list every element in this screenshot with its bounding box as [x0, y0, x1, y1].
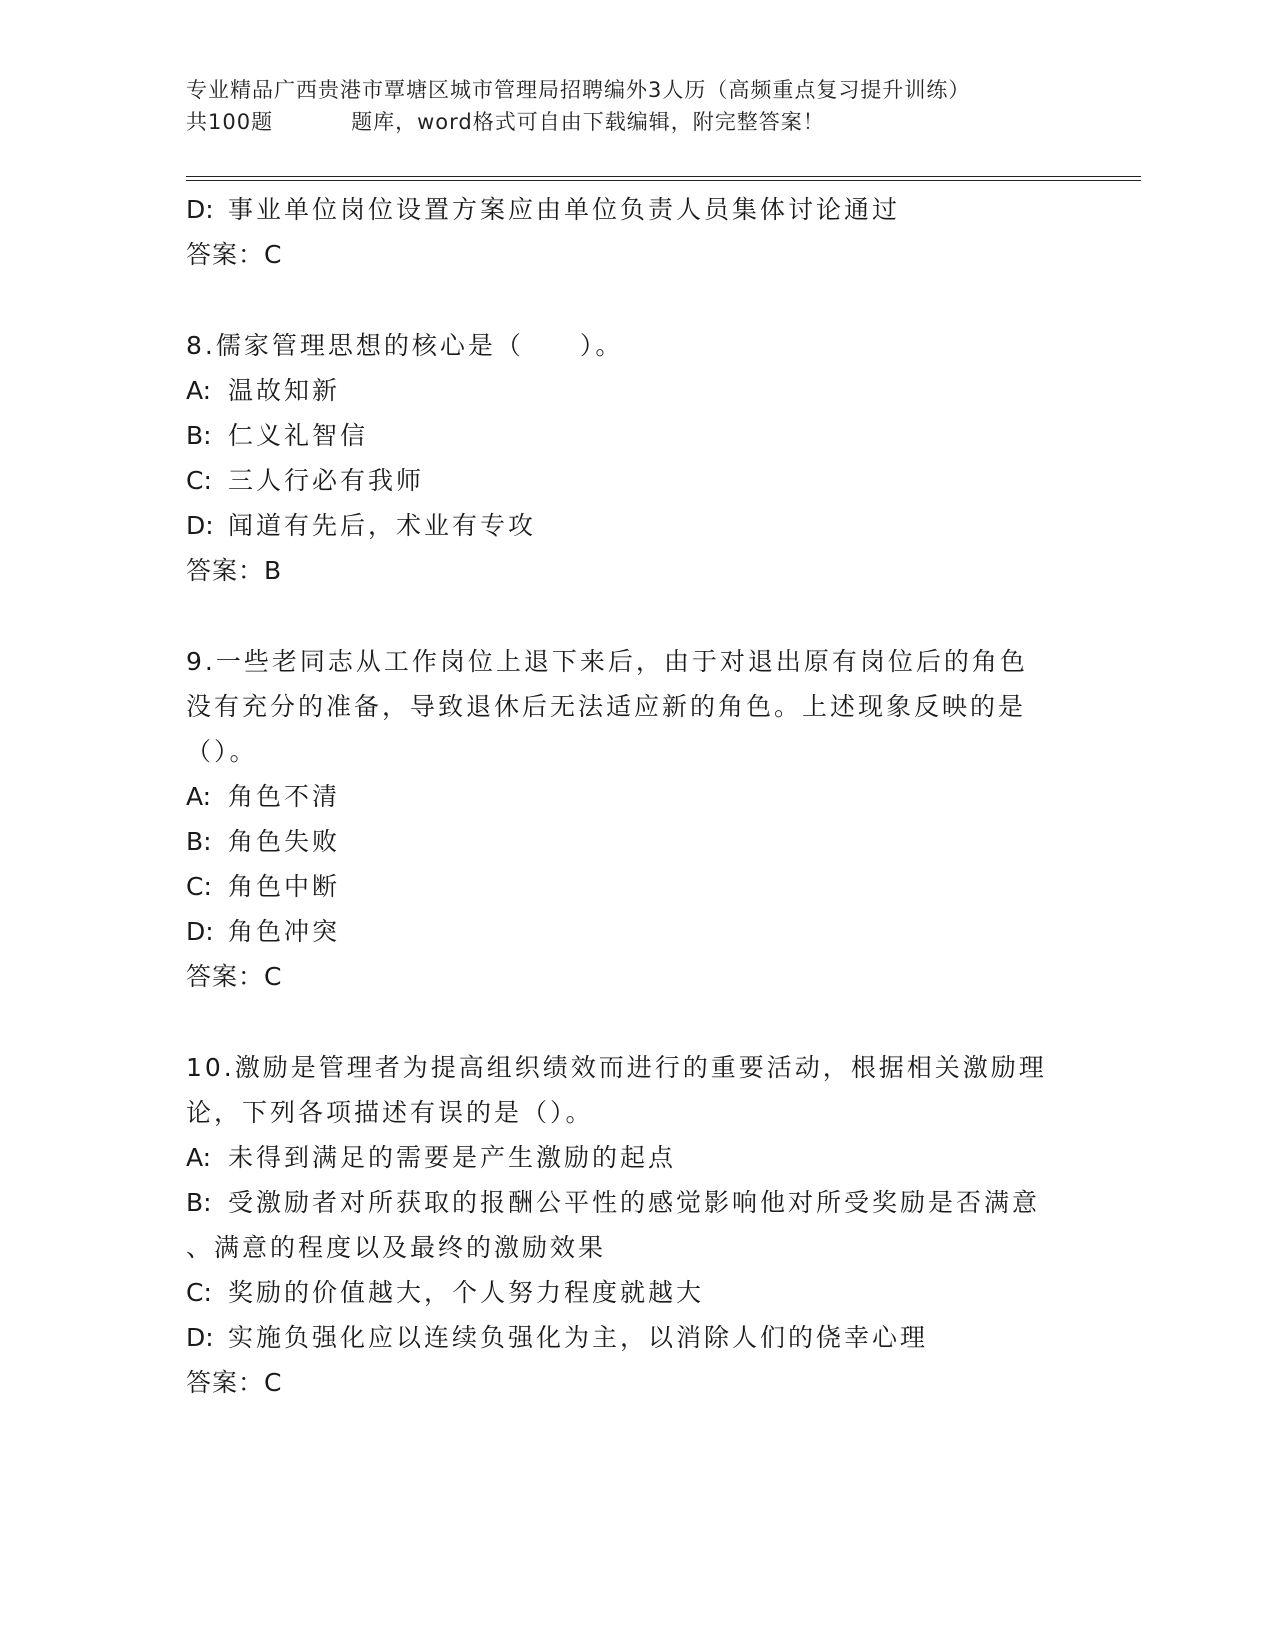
option-label: A:	[186, 376, 212, 405]
option-b	[186, 413, 1086, 458]
option-text: 、满意的程度以及最终的激励效果	[186, 1233, 607, 1262]
answer-line: 答案：C	[186, 1368, 283, 1397]
header-description: 题库，word格式可自由下载编辑，附完整答案！	[351, 110, 825, 134]
question-text-line: 10.激励是管理者为提高组织绩效而进行的重要活动，根据相关激励理	[186, 1053, 1047, 1082]
option-text: 角色中断	[228, 872, 341, 901]
option-text: 奖励的价值越大，个人努力程度就越大	[228, 1278, 705, 1307]
option-d	[186, 909, 1086, 954]
question-10	[186, 1045, 1086, 1405]
question-9	[186, 639, 1086, 999]
option-label: B:	[186, 1188, 212, 1217]
option-text: 三人行必有我师	[228, 466, 425, 495]
page-header	[186, 74, 1086, 138]
question-8	[186, 323, 1086, 593]
option-text: 角色冲突	[228, 917, 341, 946]
answer-line: 答案：C	[186, 240, 283, 269]
option-d	[186, 1315, 1086, 1360]
option-d	[186, 503, 1086, 548]
option-label: D:	[186, 511, 214, 540]
option-label: B:	[186, 827, 212, 856]
header-title-line1: 专业精品广西贵港市覃塘区城市管理局招聘编外3人历（高频重点复习提升训练）	[186, 78, 971, 102]
header-divider-bottom	[186, 180, 1141, 181]
header-divider-top	[186, 176, 1141, 177]
answer-line: 答案：B	[186, 556, 283, 585]
option-c	[186, 864, 1086, 909]
option-label: A:	[186, 1143, 212, 1172]
header-question-count: 共100题	[186, 110, 274, 134]
question-text-line: 9.一些老同志从工作岗位上退下来后，由于对退出原有岗位后的角色	[186, 647, 1028, 676]
question-text-line: 没有充分的准备，导致退休后无法适应新的角色。上述现象反映的是	[186, 692, 1027, 721]
option-label: D:	[186, 1323, 214, 1352]
option-label: C:	[186, 466, 212, 495]
option-label: D:	[186, 917, 214, 946]
option-label: C:	[186, 872, 212, 901]
question-text-line: 论，下列各项描述有误的是（）。	[186, 1098, 594, 1127]
option-label: A:	[186, 782, 212, 811]
option-text: 角色不清	[228, 782, 341, 811]
option-text: 事业单位岗位设置方案应由单位负责人员集体讨论通过	[228, 195, 901, 224]
option-a	[186, 368, 1086, 413]
answer-line: 答案：C	[186, 962, 283, 991]
option-label: B:	[186, 421, 212, 450]
option-b	[186, 1180, 1086, 1225]
option-b-continued	[186, 1225, 1086, 1270]
document-content	[186, 187, 1086, 1405]
option-text: 未得到满足的需要是产生激励的起点	[228, 1143, 677, 1172]
question-text-line: （）。	[186, 737, 258, 766]
option-a	[186, 774, 1086, 819]
option-text: 闻道有先后，术业有专攻	[228, 511, 537, 540]
option-label: D:	[186, 195, 214, 224]
option-c	[186, 1270, 1086, 1315]
option-text: 温故知新	[228, 376, 341, 405]
option-text: 仁义礼智信	[228, 421, 369, 450]
option-label: C:	[186, 1278, 212, 1307]
question-text: 8.儒家管理思想的核心是（ ）。	[186, 331, 624, 360]
option-text: 实施负强化应以连续负强化为主，以消除人们的侥幸心理	[228, 1323, 929, 1352]
option-a	[186, 1135, 1086, 1180]
option-text: 角色失败	[228, 827, 341, 856]
previous-question-tail	[186, 187, 1086, 277]
option-text: 受激励者对所获取的报酬公平性的感觉影响他对所受奖励是否满意	[228, 1188, 1041, 1217]
option-b	[186, 819, 1086, 864]
option-c	[186, 458, 1086, 503]
option-d	[186, 187, 1086, 232]
header-title-line2	[186, 106, 1086, 138]
